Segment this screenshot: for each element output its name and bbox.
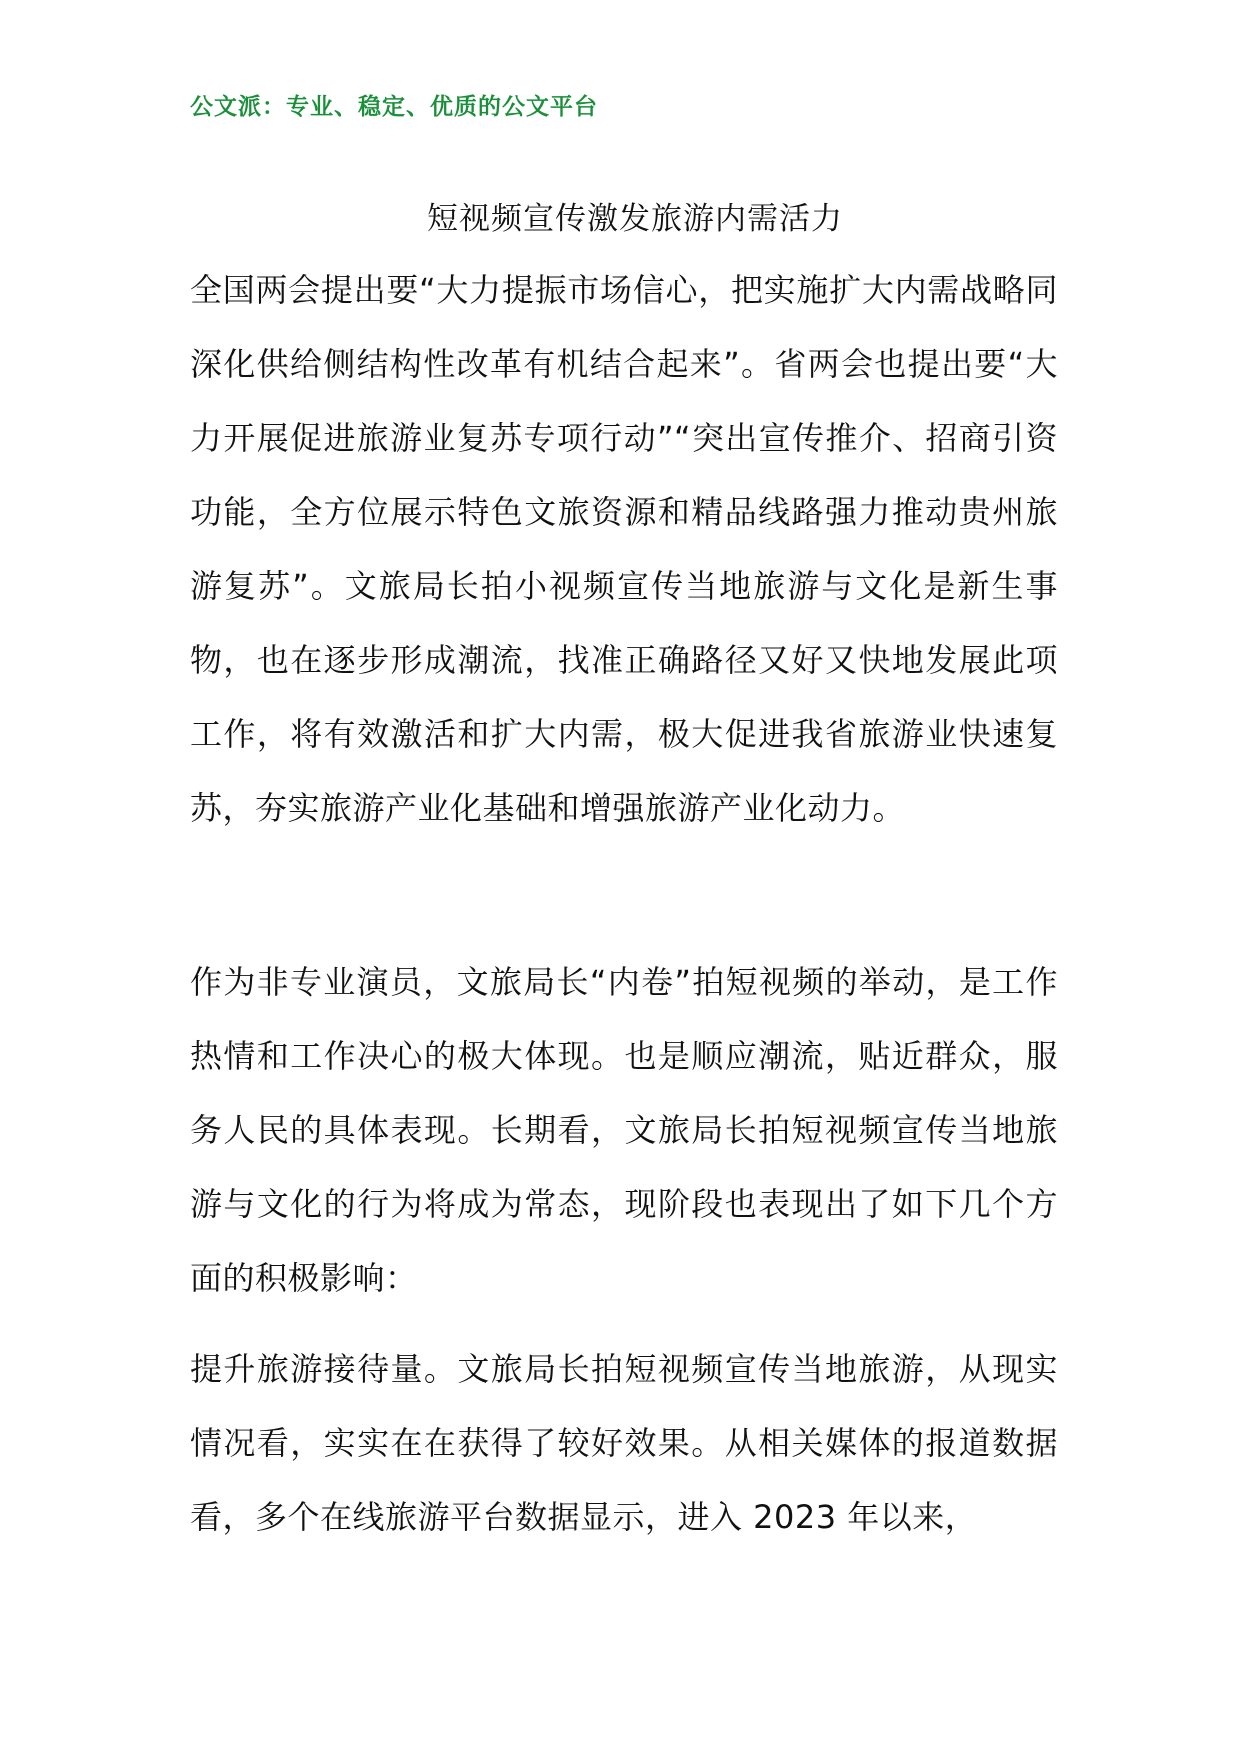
paragraph-3: 提升旅游接待量。文旅局长拍短视频宣传当地旅游，从现实情况看，实实在在获得了较好效果。从相关媒体的报道数据看，多个在线旅游平台数据显示，进入 2023 年以来， — [190, 1350, 1058, 1536]
site-banner: 公文派：专业、稳定、优质的公文平台 — [190, 94, 598, 120]
paragraph-1: 全国两会提出要“大力提振市场信心，把实施扩大内需战略同深化供给侧结构性改革有机结合起来”。省两会也提出要“大力开展促进旅游业复苏专项行动”“突出宣传推介、招商引资功能，全方位展示特色文旅资源和精品线路强力推动贵州旅游复苏”。文旅局长拍小视频宣传当地旅游与文化是新生事物，也在逐步形成潮流，找准正确路径又好又快地发展此项工作，将有效激活和扩大内需，极大促进我省旅游业快速复苏，夯实旅游产业化基础和增强旅游产业化动力。 — [190, 271, 1058, 827]
paragraph-2: 作为非专业演员，文旅局长“内卷”拍短视频的举动，是工作热情和工作决心的极大体现。也是顺应潮流，贴近群众，服务人民的具体表现。长期看，文旅局长拍短视频宣传当地旅游与文化的行为将成为常态，现阶段也表现出了如下几个方面的积极影响： — [190, 963, 1058, 1297]
page-title: 短视频宣传激发旅游内需活力 — [427, 200, 843, 237]
